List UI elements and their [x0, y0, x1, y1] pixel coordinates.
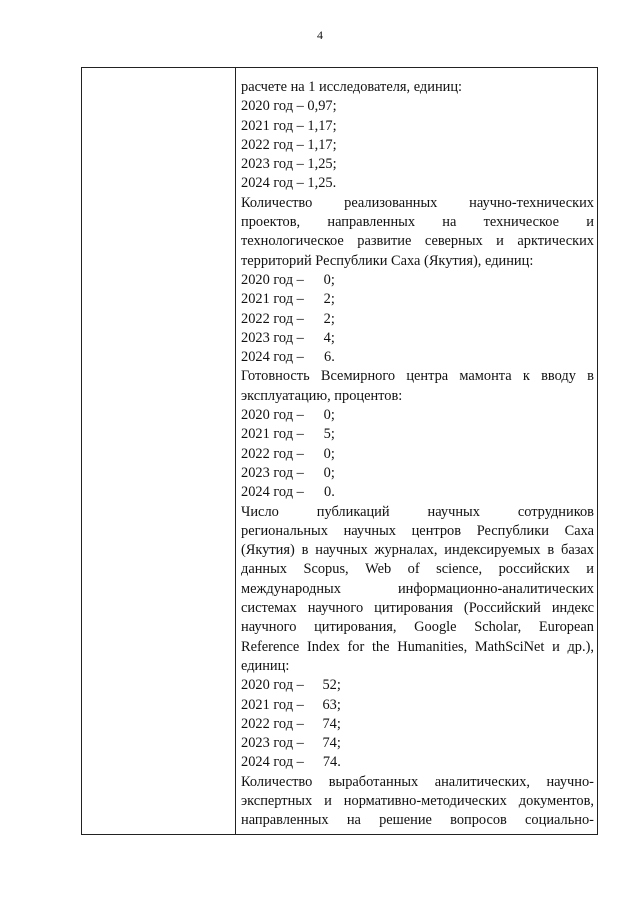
- word: Scholar,: [474, 619, 522, 636]
- word: вопросов: [450, 812, 507, 829]
- year-line: [241, 348, 594, 367]
- word: мамонта: [459, 368, 512, 385]
- year-line: 2023 год – 1,25;: [241, 156, 337, 173]
- year-value: 0;: [323, 271, 335, 288]
- year-value: 0.: [324, 484, 335, 501]
- word: в: [301, 542, 309, 559]
- word: и: [586, 561, 594, 578]
- year-line: [241, 310, 594, 329]
- indicator2-title-last: территорий Республики Саха (Якутия), единиц:: [241, 252, 534, 269]
- word: аналитических,: [434, 773, 531, 790]
- year-label: 2022 год –: [241, 310, 304, 327]
- word: технологическое: [241, 233, 344, 250]
- year-line: [241, 425, 594, 444]
- indicator3-title: [241, 367, 594, 386]
- indicator3-title-last: эксплуатацию, процентов:: [241, 387, 403, 404]
- word: международных: [241, 580, 341, 597]
- indicator2-years: [241, 271, 594, 367]
- indicator4-title: [241, 503, 594, 657]
- year-label: 2023 год –: [241, 464, 304, 481]
- word: MathSciNet: [474, 638, 545, 655]
- word: реализованных: [344, 194, 438, 211]
- indicator1-years: [241, 97, 594, 193]
- word: и: [586, 214, 594, 231]
- year-value: 0;: [323, 407, 335, 424]
- indicators-text: [241, 78, 594, 831]
- table-row: [82, 68, 598, 835]
- word: решение: [379, 812, 432, 829]
- word: и: [552, 638, 560, 655]
- word: системах: [241, 600, 297, 617]
- year-label: 2022 год –: [241, 445, 304, 462]
- justified-text-line: [241, 618, 594, 637]
- word: Humanities,: [397, 638, 468, 655]
- word: научного: [307, 600, 364, 617]
- year-line: 2024 год – 1,25.: [241, 175, 337, 192]
- year-line: 2020 год – 0,97;: [241, 98, 337, 115]
- year-value: 2;: [323, 291, 335, 308]
- year-value: 0;: [323, 464, 335, 481]
- year-line: [241, 445, 594, 464]
- word: нормативно-методических: [343, 792, 507, 809]
- year-label: 2024 год –: [241, 349, 304, 366]
- justified-text-line: [241, 194, 594, 213]
- word: региональных: [241, 522, 328, 539]
- year-label: 2022 год –: [241, 715, 304, 732]
- word: Reference: [241, 638, 300, 655]
- word: of: [407, 561, 420, 578]
- justified-text-line: [241, 522, 594, 541]
- word: научных: [315, 542, 368, 559]
- year-line: [241, 734, 594, 753]
- word: цитирования,: [314, 619, 397, 636]
- word: документов,: [518, 792, 594, 809]
- year-label: 2023 год –: [241, 735, 304, 752]
- word: Саха: [564, 522, 594, 539]
- indicator2-title: [241, 194, 594, 252]
- word: научно-: [546, 773, 594, 790]
- word: Готовность: [241, 368, 310, 385]
- word: и: [324, 792, 332, 809]
- year-value: 63;: [322, 696, 341, 713]
- year-line: [241, 464, 594, 483]
- year-line: [241, 271, 594, 290]
- page-number: 4: [317, 28, 323, 42]
- word: (Якутия): [241, 542, 295, 559]
- indicator5-title: [241, 773, 594, 831]
- word: выработанных: [328, 773, 419, 790]
- word: European: [538, 619, 594, 636]
- word: на: [346, 812, 361, 829]
- justified-text-line: [241, 792, 594, 811]
- word: цитирования: [374, 600, 453, 617]
- year-line: [241, 483, 594, 502]
- year-label: 2021 год –: [241, 426, 304, 443]
- year-value: 74;: [322, 735, 341, 752]
- word: Scopus,: [303, 561, 349, 578]
- word: вводу: [541, 368, 576, 385]
- year-value: 5;: [323, 426, 335, 443]
- word: социально-: [525, 812, 594, 829]
- year-label: 2020 год –: [241, 271, 304, 288]
- justified-text-line: [241, 367, 594, 386]
- year-value: 52;: [322, 677, 341, 694]
- document-table: [81, 67, 598, 835]
- word: журналах,: [374, 542, 438, 559]
- justified-text-line: [241, 773, 594, 792]
- word: science,: [436, 561, 483, 578]
- indicator3-years: [241, 406, 594, 502]
- year-line: [241, 696, 594, 715]
- year-line: [241, 676, 594, 695]
- word: северных: [424, 233, 483, 250]
- word: и: [496, 233, 504, 250]
- year-label: 2020 год –: [241, 407, 304, 424]
- word: арктических: [517, 233, 594, 250]
- year-line: [241, 290, 594, 309]
- year-value: 6.: [324, 349, 335, 366]
- justified-text-line: [241, 560, 594, 579]
- justified-text-line: [241, 811, 594, 830]
- intro-line: расчете на 1 исследователя, единиц:: [241, 79, 463, 95]
- year-value: 74.: [322, 754, 341, 771]
- year-label: 2024 год –: [241, 484, 304, 501]
- word: Web: [365, 561, 392, 578]
- year-line: 2022 год – 1,17;: [241, 136, 337, 153]
- word: техническое: [483, 214, 560, 231]
- word: научно-технических: [469, 194, 594, 211]
- justified-text-line: [241, 213, 594, 232]
- word: к: [522, 368, 530, 385]
- word: Республики: [476, 522, 549, 539]
- word: на: [442, 214, 457, 231]
- year-label: 2023 год –: [241, 329, 304, 346]
- word: индексируемых: [444, 542, 541, 559]
- justified-text-line: [241, 503, 594, 522]
- indicator4-years: [241, 676, 594, 772]
- word: (Российский: [463, 600, 541, 617]
- word: Google: [414, 619, 457, 636]
- year-value: 2;: [323, 310, 335, 327]
- word: направленных: [241, 812, 329, 829]
- year-value: 0;: [323, 445, 335, 462]
- justified-text-line: [241, 541, 594, 560]
- word: др.),: [567, 638, 594, 655]
- word: индекс: [551, 600, 594, 617]
- justified-text-line: [241, 599, 594, 618]
- word: центра: [406, 368, 449, 385]
- word: проектов,: [241, 214, 301, 231]
- table-cell-indicators: [236, 68, 598, 835]
- word: Количество: [241, 194, 313, 211]
- word: for: [347, 638, 365, 655]
- year-label: 2021 год –: [241, 291, 304, 308]
- year-label: 2021 год –: [241, 696, 304, 713]
- word: научного: [241, 619, 297, 636]
- table-cell-left-empty: [82, 68, 236, 835]
- word: научных: [427, 503, 480, 520]
- word: Число: [241, 503, 279, 520]
- word: Всемирного: [320, 368, 396, 385]
- justified-text-line: [241, 232, 594, 251]
- word: информационно-аналитических: [397, 580, 594, 597]
- year-label: 2020 год –: [241, 677, 304, 694]
- justified-text-line: [241, 580, 594, 599]
- year-value: 4;: [323, 329, 335, 346]
- word: российских: [498, 561, 570, 578]
- word: сотрудников: [517, 503, 594, 520]
- word: центров: [411, 522, 462, 539]
- year-line: [241, 715, 594, 734]
- word: развитие: [357, 233, 412, 250]
- word: базах: [561, 542, 594, 559]
- indicator4-title-last: единиц:: [241, 657, 290, 674]
- word: в: [547, 542, 555, 559]
- word: Количество: [241, 773, 313, 790]
- year-line: [241, 406, 594, 425]
- word: направленных: [327, 214, 416, 231]
- justified-text-line: [241, 638, 594, 657]
- word: экспертных: [241, 792, 313, 809]
- year-value: 74;: [322, 715, 341, 732]
- word: Index: [307, 638, 340, 655]
- year-line: [241, 329, 594, 348]
- word: научных: [343, 522, 396, 539]
- word: данных: [241, 561, 287, 578]
- year-label: 2024 год –: [241, 754, 304, 771]
- word: в: [587, 368, 594, 385]
- word: публикаций: [316, 503, 390, 520]
- year-line: 2021 год – 1,17;: [241, 117, 337, 134]
- year-line: [241, 753, 594, 772]
- word: the: [371, 638, 390, 655]
